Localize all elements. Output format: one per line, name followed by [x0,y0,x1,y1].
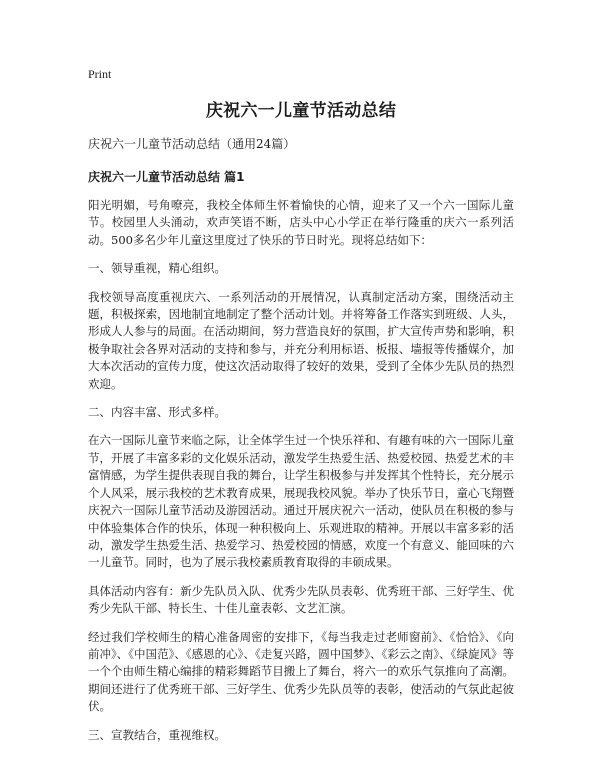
document-subtitle: 庆祝六一儿童节活动总结（通用24篇） [88,137,296,151]
performance-paragraph: 经过我们学校师生的精心准备周密的安排下，《每当我走过老师窗前》、《恰恰》、《向前冲》、《中国范》、《感恩的心》、《走复兴路，圆中国梦》、《彩云之南》、《绿旋风》等一个个由师生精心编排的精彩舞蹈节目搬上了舞台，将六一的欢乐气氛推向了高潮。期间还进行了优秀班干部、三好学生、优秀少先队员等的表彰，使活动的气氛此起彼伏。 [88,629,514,714]
document-page [88,66,514,755]
page-title: 庆祝六一儿童节活动总结 [205,101,397,121]
point-2-paragraph: 在六一国际儿童节来临之际，让全体学生过一个快乐祥和、有趣有味的六一国际儿童节，开展了丰富多彩的文化娱乐活动，激发学生热爱生活、热爱校园、热爱艺术的丰富情感，为学生提供表现自我的舞台，让学生积极参与并发挥其个性特长，充分展示个人风采，展示我校的艺术教育成果，展现我校风貌。举办了快乐节日，童心飞翔暨庆祝六一国际儿童节活动及游园活动。通过开展庆祝六一活动，使队员在积极的参与中体验集体合作的快乐，体现一种积极向上、乐观进取的精神。开展以丰富多彩的活动，激发学生热爱生活、热爱学习、热爱校园的情感，欢度一个有意义、能回味的六一儿童节。同时，也为了展示我校素质教育取得的丰硕成果。 [88,433,514,570]
point-1-paragraph: 我校领导高度重视庆六、一系列活动的开展情况，认真制定活动方案，围绕活动主题，积极探索，因地制宜地制定了整个活动计划。并将筹备工作落实到班级、人头，形成人人参与的局面。在活动期间，努力营造良好的氛围，扩大宣传声势和影响，积极争取社会各界对活动的支持和参与，并充分利用标语、板报、墙报等传播媒介，加大本次活动的宣传力度，使这次活动取得了较好的效果，受到了全体少先队员的热烈欢迎。 [88,289,514,391]
print-link[interactable]: Print [88,67,112,81]
section-heading: 庆祝六一儿童节活动总结 篇1 [88,170,245,184]
point-heading-3: 三、宣教结合，重视维权。 [88,727,226,742]
activity-list-paragraph: 具体活动内容有：新少先队员入队、优秀少先队员表彰、优秀班干部、三好学生、优秀少先队干部、特长生、十佳儿童表彰、文艺汇演。 [88,583,514,616]
point-heading-2: 二、内容丰富、形式多样。 [88,405,226,420]
intro-paragraph: 阳光明媚，号角嘹亮，我校全体师生怀着愉快的心情，迎来了又一个六一国际儿童节。校园里人头涌动，欢声笑语不断，店头中心小学正在举行隆重的庆六一系列活动。500多名少年儿童这里度过了快乐的节日时光。现将总结如下： [88,198,514,247]
point-heading-1: 一、领导重视，精心组织。 [88,261,226,276]
